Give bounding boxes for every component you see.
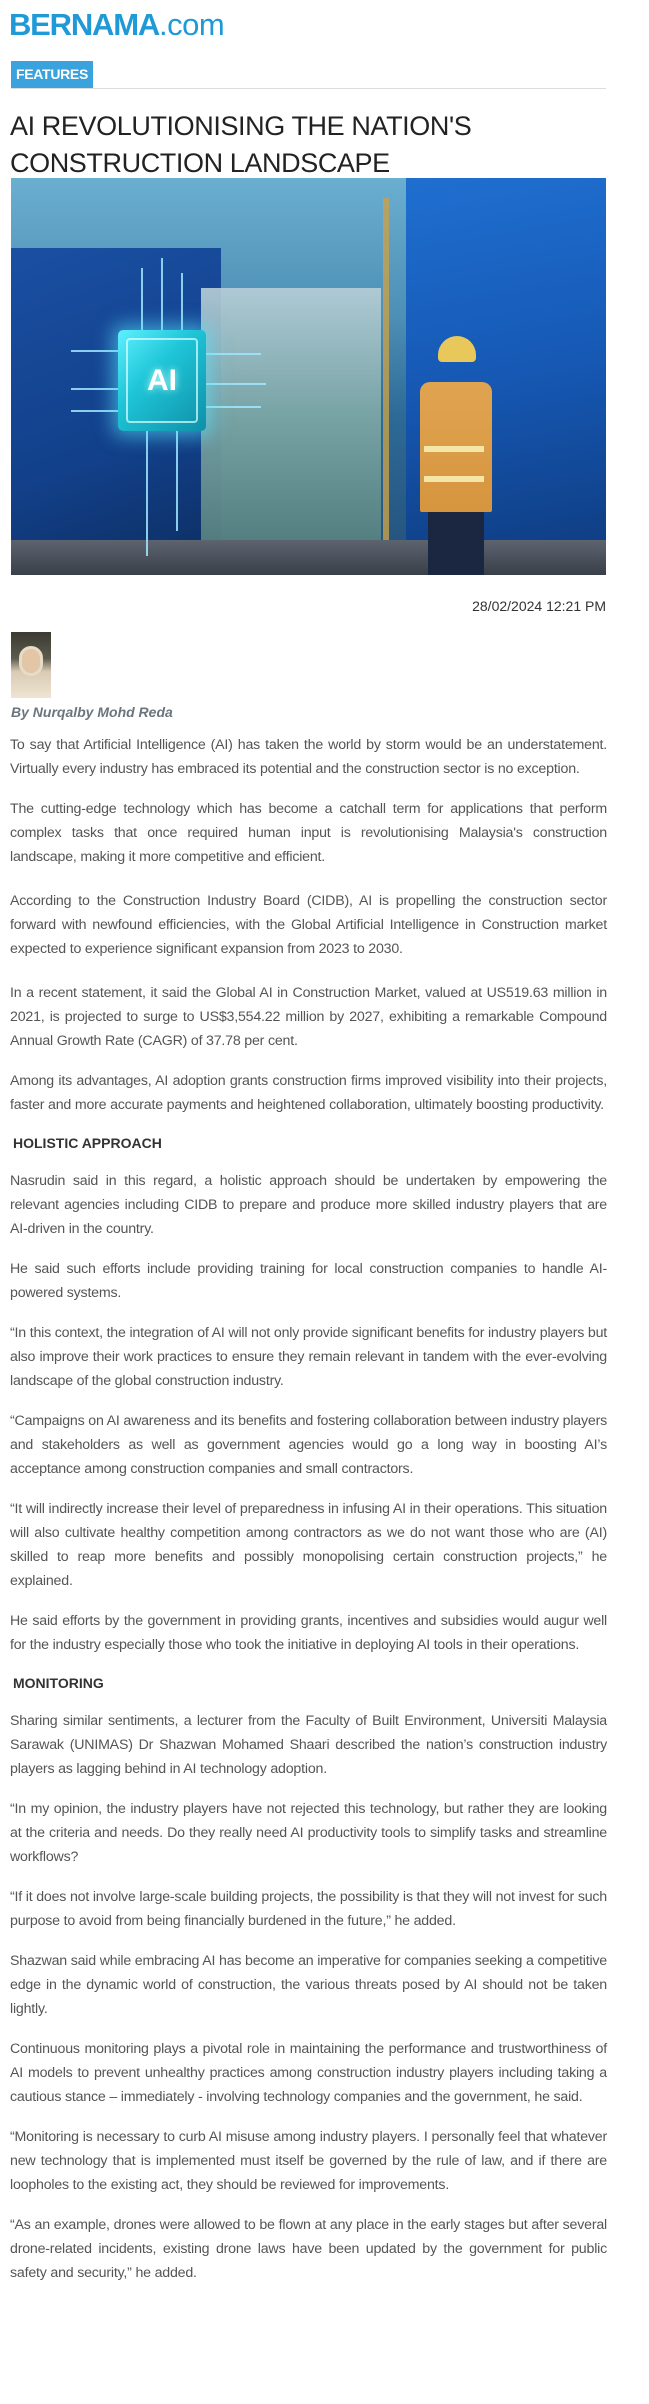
section-divider [11, 88, 606, 89]
author-byline[interactable]: By Nurqalby Mohd Reda [11, 704, 173, 720]
circuit-trace [206, 406, 261, 408]
paragraph: Continuous monitoring plays a pivotal role in maintaining the performance and trustworthiness of AI models to prevent unhealthy practices among construction industry players including taking a cautious stance – immediately - involving technology companies and the government, he said. [10, 2041, 607, 2105]
paragraph: “Campaigns on AI awareness and its benefits and fostering collaboration between industry players and stakeholders as well as government agencies would go a long way in boosting AI’s acceptance among construction companies and small contractors. [10, 1413, 607, 1477]
section-heading: MONITORING [13, 1675, 104, 1691]
circuit-trace [181, 273, 183, 330]
paragraph: Among its advantages, AI adoption grants construction firms improved visibility into their projects, faster and more accurate payments and heightened collaboration, ultimately boosting productivity. [10, 1073, 607, 1113]
logo-brand: BERNAMA [9, 7, 160, 42]
ground [11, 540, 606, 575]
paragraph: “In my opinion, the industry players have not rejected this technology, but rather they are looking at the criteria and needs. Do they really need AI productivity tools to simplify tasks and streamline workflows? [10, 1801, 607, 1865]
circuit-trace [206, 353, 261, 355]
author-avatar[interactable] [11, 632, 51, 698]
paragraph: “It will indirectly increase their level of preparedness in infusing AI in their operations. This situation will also cultivate healthy competition among contractors as we do not want those who are (AI) skilled to reap more benefits and possibly monopolising certain construction projects,” he explained. [10, 1501, 607, 1589]
paragraph: “Monitoring is necessary to curb AI misuse among industry players. I personally feel that whatever new technology that is implemented must itself be governed by the rule of law, and if there are loopholes to the existing act, they should be reviewed for improvements. [10, 2129, 607, 2193]
section-badge[interactable]: FEATURES [11, 61, 93, 88]
publish-date: 28/02/2024 12:21 PM [472, 598, 606, 614]
construction-worker [416, 336, 496, 575]
article-body [10, 733, 607, 2301]
paragraph: To say that Artificial Intelligence (AI) has taken the world by storm would be an understatement. Virtually every industry has embraced its potential and the construction sector is no exception. [10, 737, 607, 777]
paragraph: “If it does not involve large-scale building projects, the possibility is that they will not invest for such purpose to avoid from being financially burdened in the future,” he added. [10, 1889, 607, 1929]
circuit-trace [206, 383, 266, 385]
article-title: AI REVOLUTIONISING THE NATION'S CONSTRUCTION LANDSCAPE [10, 111, 472, 178]
ai-chip-label: AI [147, 363, 177, 397]
paragraph: Sharing similar sentiments, a lecturer from the Faculty of Built Environment, Universiti Malaysia Sarawak (UNIMAS) Dr Shazwan Mohamed Shaari described the nation’s construction industry players as lagging behind in AI technology adoption. [10, 1713, 607, 1777]
circuit-trace [146, 431, 148, 556]
site-logo[interactable] [9, 8, 224, 42]
section-heading: HOLISTIC APPROACH [13, 1135, 162, 1151]
author-face [19, 646, 43, 676]
circuit-trace [71, 350, 118, 352]
paragraph: According to the Construction Industry Board (CIDB), AI is propelling the construction sector forward with newfound efficiencies, with the Global Artificial Intelligence in Construction market expected to experience significant expansion from 2023 to 2030. [10, 893, 607, 957]
logo-tld: .com [159, 7, 225, 42]
paragraph: Nasrudin said in this regard, a holistic approach should be undertaken by empowering the relevant agencies including CIDB to prepare and produce more skilled industry players that are AI-driven in the country. [10, 1173, 607, 1237]
building-middle [201, 288, 381, 575]
circuit-trace [161, 258, 163, 330]
hero-image [11, 178, 606, 575]
paragraph: In a recent statement, it said the Global AI in Construction Market, valued at US519.63 million in 2021, is projected to surge to US$3,554.22 million by 2027, exhibiting a remarkable Compound Annual Growth Rate (CAGR) of 37.78 per cent. [10, 985, 607, 1049]
paragraph: “As an example, drones were allowed to be flown at any place in the early stages but after several drone-related incidents, existing drone laws have been updated by the government for public safety and security,” he added. [10, 2217, 607, 2281]
circuit-trace [176, 431, 178, 531]
ai-chip-inner [126, 338, 198, 423]
circuit-trace [71, 410, 118, 412]
circuit-trace [71, 388, 118, 390]
paragraph: “In this context, the integration of AI will not only provide significant benefits for industry players but also improve their work practices to ensure they remain relevant in tandem with the ever-evolving landscape of the global construction industry. [10, 1325, 607, 1389]
vest-stripe [424, 446, 484, 452]
paragraph: The cutting-edge technology which has become a catchall term for applications that perform complex tasks that once required human input is revolutionising Malaysia's construction landscape, making it more competitive and efficient. [10, 801, 607, 865]
paragraph: He said efforts by the government in providing grants, incentives and subsidies would augur well for the industry especially those who took the initiative in deploying AI tools in their operations. [10, 1613, 607, 1653]
paragraph: He said such efforts include providing training for local construction companies to handle AI-powered systems. [10, 1261, 607, 1301]
paragraph: Shazwan said while embracing AI has become an imperative for companies seeking a competitive edge in the dynamic world of construction, the various threats posed by AI should not be taken lightly. [10, 1953, 607, 2017]
circuit-trace [141, 268, 143, 330]
vest-stripe [424, 476, 484, 482]
ai-chip [118, 330, 206, 431]
hard-hat [438, 336, 476, 362]
crane [383, 198, 389, 558]
worker-legs [428, 512, 484, 575]
